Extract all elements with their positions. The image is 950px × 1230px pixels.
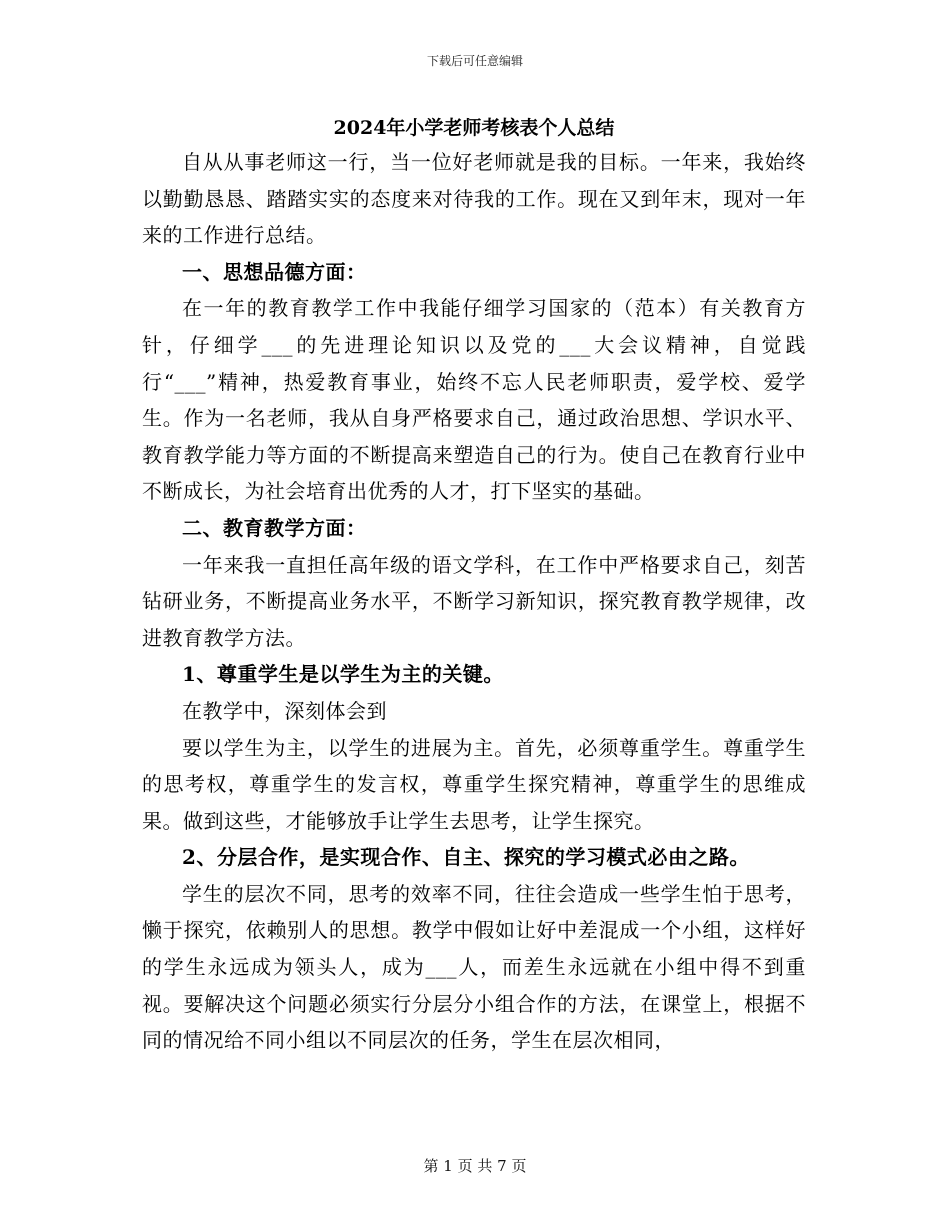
page-header-note: 下载后可任意编辑 — [426, 54, 523, 68]
section-heading-teaching: 二、教育教学方面： — [182, 515, 367, 540]
paragraph-intro: 自从从事老师这一行，当一位好老师就是我的目标。一年来，我始终以勤勤恳恳、踏踏实实的态度来对待我的工作。现在又到年末，现对一年来的工作进行总结。 — [142, 150, 806, 248]
paragraph-respect-lead: 在教学中，深刻体会到 — [182, 698, 387, 723]
paragraph-layered-cooperation: 学生的层次不同，思考的效率不同，往往会造成一些学生怕于思考，懒于探究，依赖别人的思想。教学中假如让好中差混成一个小组，这样好的学生永远成为领头人，成为___人，而差生永远就在小组中得不到重视。要解决这个问题必须实行分层分小组合作的方法，在课堂上，根据不同的情况给不同小组以不同层次的任务，学生在层次相同， — [142, 881, 806, 1053]
section-heading-ideology: 一、思想品德方面： — [182, 259, 367, 284]
paragraph-ideology: 在一年的教育教学工作中我能仔细学习国家的（范本）有关教育方针，仔细学___的先进理论知识以及党的___大会议精神，自觉践行“___”精神，热爱教育事业，始终不忘人民老师职责，爱学校、爱学生。作为一名老师，我从自身严格要求自己，通过政治思想、学识水平、教育教学能力等方面的不断提高来塑造自己的行为。使自己在教育行业中不断成长，为社会培育出优秀的人才，打下坚实的基础。 — [142, 296, 806, 504]
page-number: 第 1 页 共 7 页 — [423, 1157, 527, 1175]
subheading-layered-cooperation: 2、分层合作，是实现合作、自主、探究的学习模式必由之路。 — [182, 845, 750, 870]
paragraph-respect-students: 要以学生为主，以学生的进展为主。首先，必须尊重学生。尊重学生的思考权，尊重学生的发言权，尊重学生探究精神，尊重学生的思维成果。做到这些，才能够放手让学生去思考，让学生探究。 — [142, 735, 806, 833]
paragraph-teaching: 一年来我一直担任高年级的语文学科，在工作中严格要求自己，刻苦钻研业务，不断提高业务水平，不断学习新知识，探究教育教学规律，改进教育教学方法。 — [142, 552, 806, 650]
subheading-respect-students: 1、尊重学生是以学生为主的关键。 — [182, 662, 504, 687]
document-body — [142, 112, 806, 1059]
document-title: 2024年小学老师考核表个人总结 — [333, 117, 615, 139]
